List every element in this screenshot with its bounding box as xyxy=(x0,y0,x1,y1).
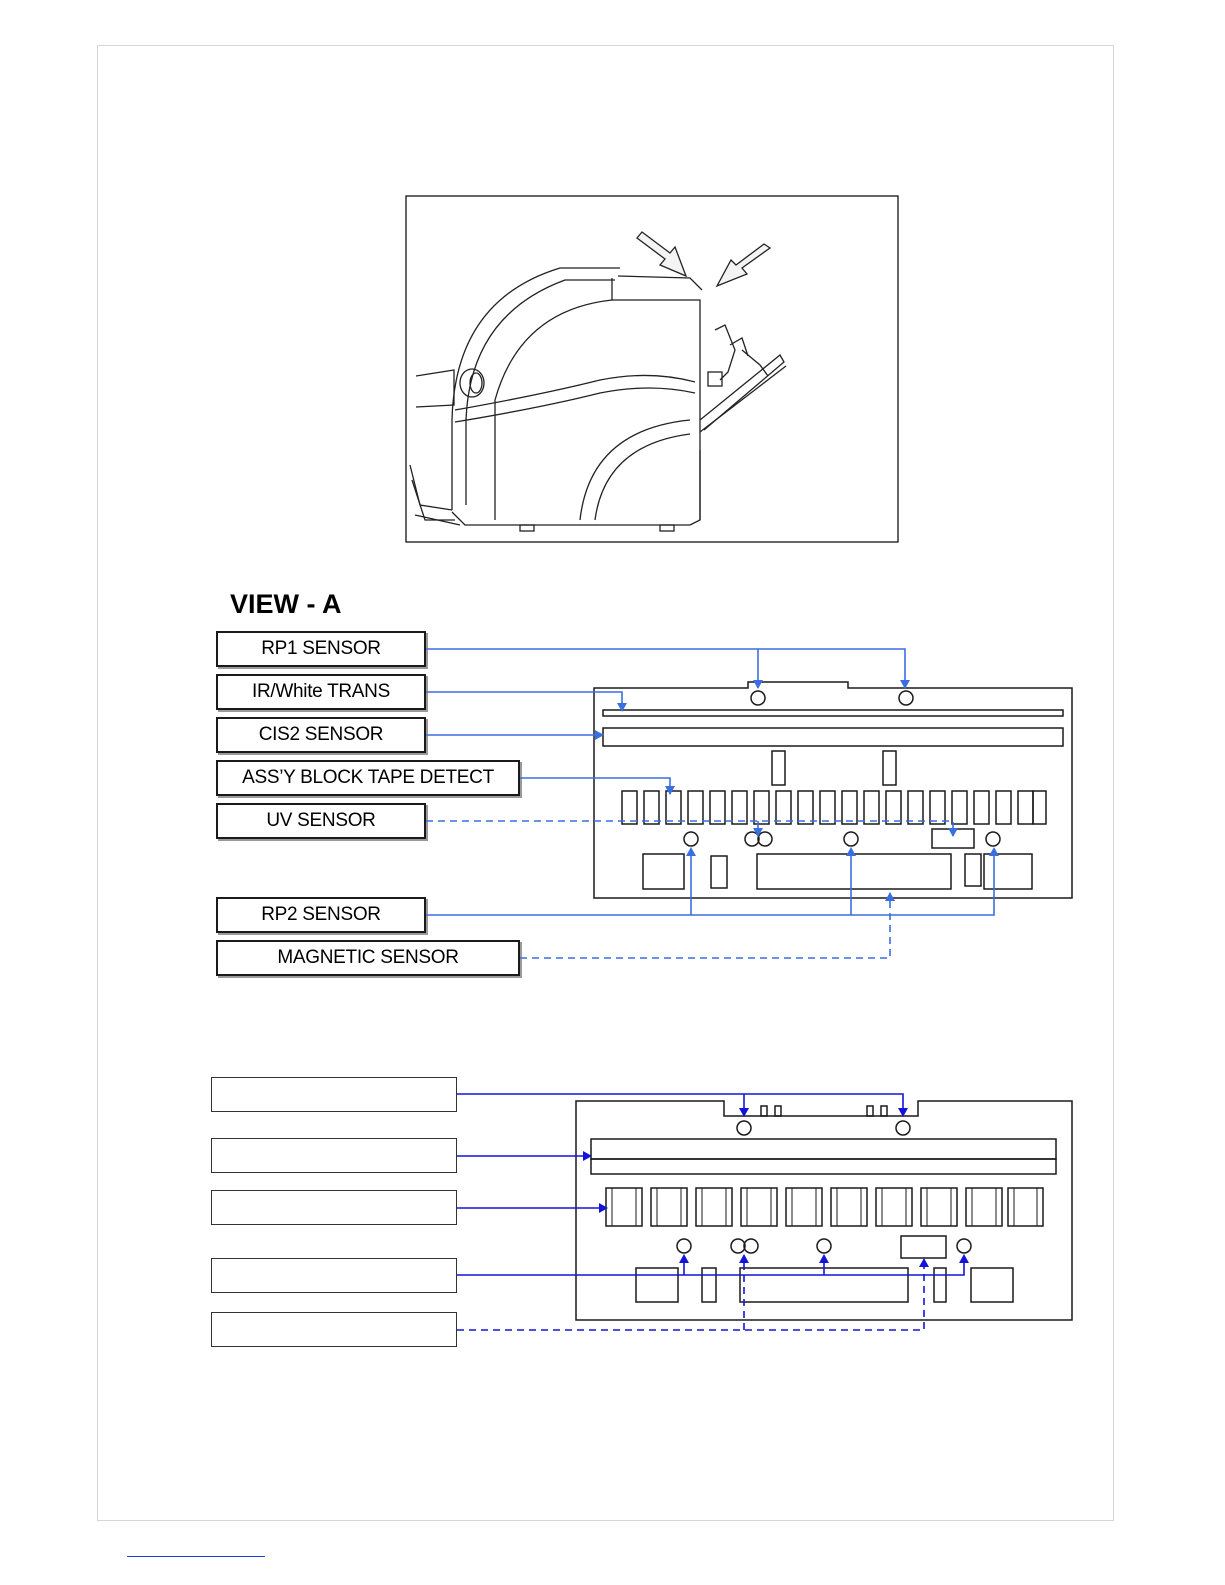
magnetic-sensor-label: MAGNETIC SENSOR xyxy=(216,940,520,976)
view-a-title: VIEW - A xyxy=(230,589,342,619)
tape-detect-label: ASS’Y BLOCK TAPE DETECT xyxy=(216,760,520,796)
footer-link-underline xyxy=(127,1556,265,1557)
ir-white-trans-label: IR/White TRANS xyxy=(216,674,426,710)
rp1-sensor-label: RP1 SENSOR xyxy=(216,631,426,667)
view-b-label-box-2 xyxy=(211,1138,457,1173)
view-b-label-box-3 xyxy=(211,1190,457,1225)
view-b-label-box-5 xyxy=(211,1312,457,1347)
view-b-label-box-4 xyxy=(211,1258,457,1293)
view-b-label-box-1 xyxy=(211,1077,457,1112)
uv-sensor-label: UV SENSOR xyxy=(216,803,426,839)
cis2-sensor-label: CIS2 SENSOR xyxy=(216,717,426,753)
rp2-sensor-label: RP2 SENSOR xyxy=(216,897,426,933)
